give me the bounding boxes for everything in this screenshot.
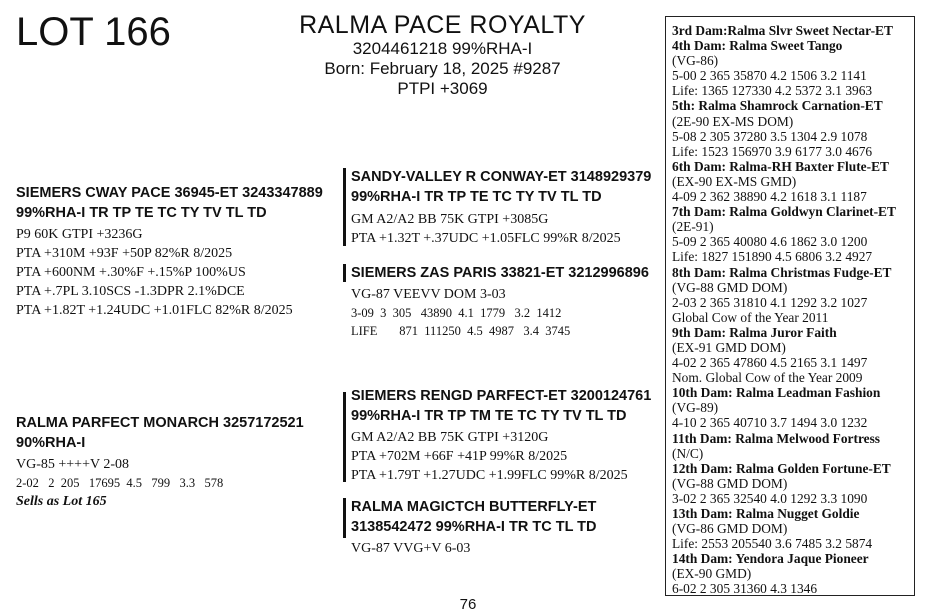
dam-dam-detail: VG-87 VVG+V 6-03: [351, 541, 471, 556]
dam-sire-block: [351, 386, 651, 485]
dam-family-detail: (EX-91 GMD DOM): [672, 339, 786, 355]
animal-ptpi: PTPI +3069: [397, 79, 488, 98]
dam-family-detail: 5-09 2 365 40080 4.6 1862 3.0 1200: [672, 234, 868, 250]
dam-family-detail: Life: 1523 156970 3.9 6177 3.0 4676: [672, 143, 873, 159]
pedigree-bracket: [343, 392, 346, 482]
dam-sire-haplotypes: 99%RHA-I TR TP TM TE TC TY TV TL TD: [351, 408, 627, 424]
dam-family-heading: 6th Dam: Ralma-RH Baxter Flute-ET: [672, 158, 889, 174]
dam-family-detail: Global Cow of the Year 2011: [672, 309, 829, 325]
dam-name: RALMA PARFECT MONARCH 3257172521: [16, 415, 304, 431]
dam-family-heading: 13th Dam: Ralma Nugget Goldie: [672, 506, 860, 521]
animal-header: [250, 12, 635, 99]
dam-sire-detail: PTA +702M +66F +41P 99%R 8/2025: [351, 449, 568, 464]
sire-sire-detail: PTA +1.32T +.37UDC +1.05FLC 99%R 8/2025: [351, 231, 621, 246]
dam-family-heading: 10th Dam: Ralma Leadman Fashion: [672, 385, 881, 401]
dam-family-heading: 8th Dam: Ralma Christmas Fudge-ET: [672, 264, 892, 280]
dam-family-detail: Life: 1827 151890 4.5 6806 3.2 4927: [672, 249, 873, 265]
dam-dam-name: RALMA MAGICTCH BUTTERFLY-ET: [351, 499, 597, 515]
sire-detail: PTA +310M +93F +50P 82%R 8/2025: [16, 246, 233, 261]
sire-sire-name: SANDY-VALLEY R CONWAY-ET 3148929379: [351, 169, 652, 185]
dam-family-detail: 3-02 2 365 32540 4.0 1292 3.3 1090: [672, 490, 868, 506]
sire-sire-haplotypes: 99%RHA-I TR TP TE TC TY TV TL TD: [351, 189, 602, 205]
dam-family-detail: Life: 2553 205540 3.6 7485 3.2 5874: [672, 536, 873, 552]
sire-haplotypes: 99%RHA-I TR TP TE TC TY TV TL TD: [16, 205, 267, 221]
sire-block: [16, 183, 323, 320]
sire-dam-name: SIEMERS ZAS PARIS 33821-ET 3212996896: [351, 265, 649, 281]
dam-sire-name: SIEMERS RENGD PARFECT-ET 3200124761: [351, 388, 652, 404]
dam-family-heading: 3rd Dam:Ralma Slvr Sweet Nectar-ET: [672, 23, 893, 38]
dam-family-detail: (EX-90 GMD): [672, 566, 752, 582]
page-number: 76: [459, 596, 477, 613]
dam-note: Sells as Lot 165: [16, 494, 107, 509]
dam-family-heading: 14th Dam: Yendora Jaque Pioneer: [672, 551, 869, 567]
dam-family-heading: 11th Dam: Ralma Melwood Fortress: [672, 430, 881, 446]
dam-family-detail: Life: 1365 127330 4.2 5372 3.1 3963: [672, 83, 873, 99]
sire-detail: PTA +600NM +.30%F +.15%P 100%US: [16, 265, 246, 280]
dam-family-heading: 5th: Ralma Shamrock Carnation-ET: [672, 98, 883, 114]
dam-family-detail: 4-09 2 362 38890 4.2 1618 3.1 1187: [672, 189, 867, 205]
sire-detail: PTA +1.82T +1.24UDC +1.01FLC 82%R 8/2025: [16, 303, 293, 318]
dam-family-box: [665, 16, 915, 596]
animal-name: RALMA PACE ROYALTY: [299, 11, 586, 39]
dam-family-detail: 4-10 2 365 40710 3.7 1494 3.0 1232: [672, 415, 868, 431]
dam-family-detail: 5-00 2 365 35870 4.2 1506 3.2 1141: [672, 68, 867, 84]
dam-family-detail: (VG-88 GMD DOM): [672, 279, 788, 295]
dam-dam-block: [351, 497, 597, 558]
dam-family-detail: 6-02 2 305 31360 4.3 1346: [672, 581, 818, 597]
sire-detail: P9 60K GTPI +3236G: [16, 227, 143, 242]
pedigree-bracket: [343, 168, 346, 246]
dam-family-heading: 12th Dam: Ralma Golden Fortune-ET: [672, 460, 891, 476]
dam-family-heading: 4th Dam: Ralma Sweet Tango: [672, 38, 843, 54]
dam-family-detail: (VG-88 GMD DOM): [672, 475, 788, 491]
dam-family-detail: (2E-91): [672, 219, 714, 235]
dam-family-detail: (2E-90 EX-MS DOM): [672, 113, 794, 129]
sire-dam-record: 3-09 3 305 43890 4.1 1779 3.2 1412: [351, 306, 562, 320]
dam-dam-id: 3138542472 99%RHA-I TR TC TL TD: [351, 519, 597, 535]
dam-family-detail: (N/C): [672, 445, 704, 461]
sire-name: SIEMERS CWAY PACE 36945-ET 3243347889: [16, 185, 323, 201]
pedigree-bracket: [343, 498, 346, 538]
dam-family-detail: 5-08 2 305 37280 3.5 1304 2.9 1078: [672, 128, 868, 144]
dam-family-heading: 9th Dam: Ralma Juror Faith: [672, 324, 837, 340]
dam-sire-detail: PTA +1.79T +1.27UDC +1.99FLC 99%R 8/2025: [351, 468, 628, 483]
lot-number: LOT 166: [16, 10, 171, 54]
dam-family-heading: 7th Dam: Ralma Goldwyn Clarinet-ET: [672, 204, 896, 220]
sire-sire-detail: GM A2/A2 BB 75K GTPI +3085G: [351, 212, 549, 227]
dam-family-detail: 4-02 2 365 47860 4.5 2165 3.1 1497: [672, 355, 868, 371]
sire-dam-block: [351, 263, 649, 340]
dam-family-detail: (VG-86 GMD DOM): [672, 521, 788, 537]
dam-family-detail: 2-03 2 365 31810 4.1 1292 3.2 1027: [672, 294, 868, 310]
sire-dam-detail: VG-87 VEEVV DOM 3-03: [351, 287, 506, 302]
dam-family-detail: (VG-86): [672, 53, 719, 69]
animal-born-line: Born: February 18, 2025 #9287: [324, 59, 561, 78]
dam-family-detail: Nom. Global Cow of the Year 2009: [672, 370, 863, 386]
animal-id-line: 3204461218 99%RHA-I: [352, 39, 533, 58]
dam-family-detail: (VG-89): [672, 400, 719, 416]
dam-family-detail: (EX-90 EX-MS GMD): [672, 173, 797, 189]
sire-detail: PTA +.7PL 3.10SCS -1.3DPR 2.1%DCE: [16, 284, 245, 299]
sire-sire-block: [351, 167, 651, 248]
pedigree-bracket: [343, 264, 346, 282]
sire-dam-record: LIFE 871 111250 4.5 4987 3.4 3745: [351, 324, 571, 338]
dam-breed: 90%RHA-I: [16, 435, 86, 451]
dam-sire-detail: GM A2/A2 BB 75K GTPI +3120G: [351, 430, 549, 445]
dam-block: [16, 413, 304, 511]
dam-detail: VG-85 ++++V 2-08: [16, 457, 129, 472]
dam-record: 2-02 2 205 17695 4.5 799 3.3 578: [16, 476, 224, 490]
